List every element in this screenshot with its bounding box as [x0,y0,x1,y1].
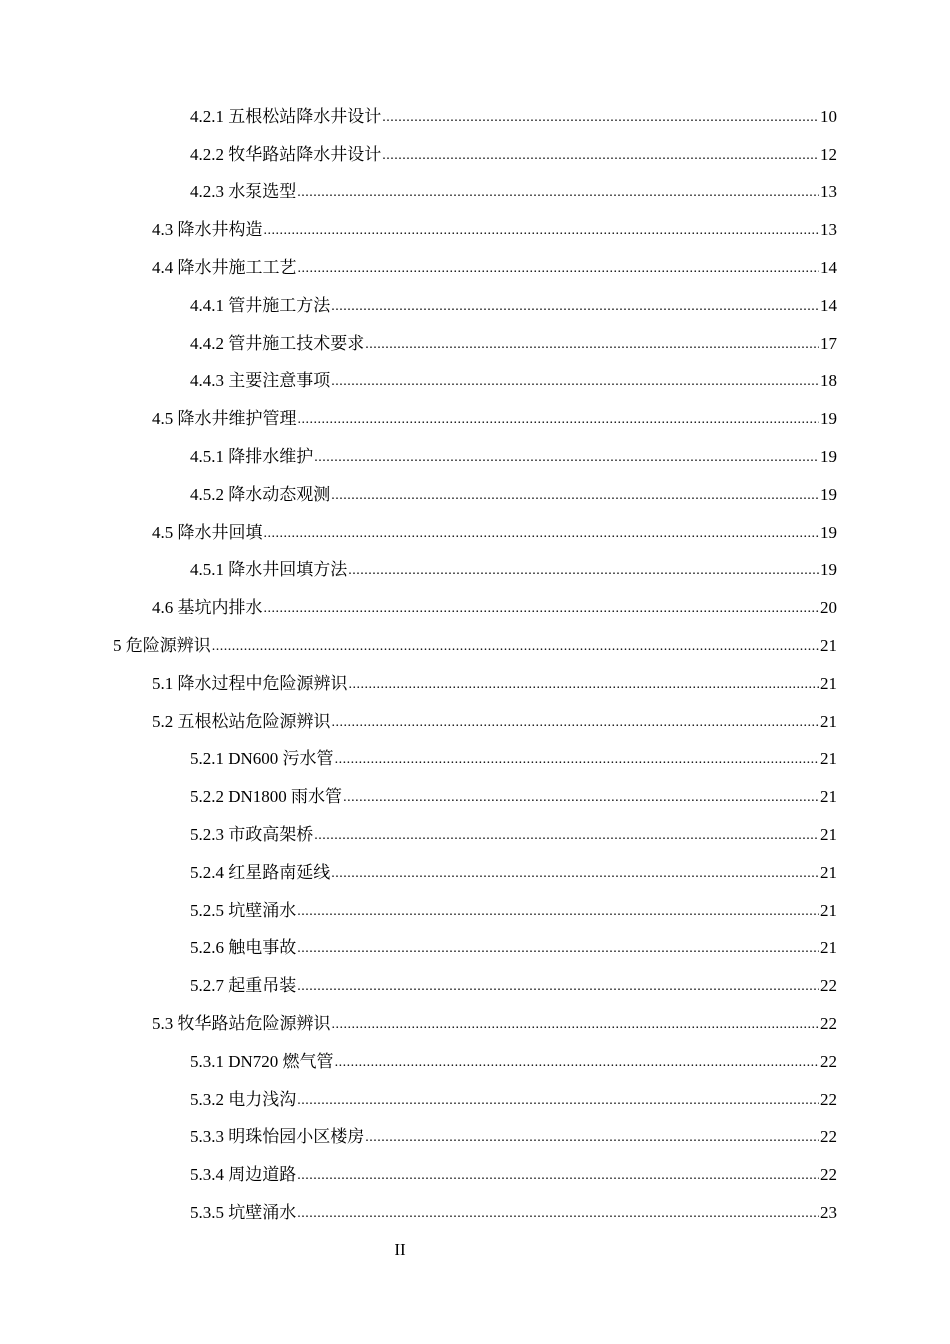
toc-entry-title: 5.2.2 DN1800 雨水管 [190,787,343,807]
toc-entry[interactable] [0,665,950,703]
toc-entry-page-number: 22 [820,1014,837,1034]
toc-entry[interactable] [0,1043,950,1081]
toc-entry-page-number: 22 [820,1127,837,1147]
toc-entry-page-number: 21 [820,787,837,807]
toc-entry-title: 4.3 降水井构造 [152,220,263,240]
table-of-contents [0,98,950,1232]
toc-entry[interactable] [0,400,950,438]
toc-entry-page-number: 22 [820,1089,837,1109]
toc-entry-title: 5.2 五根松站危险源辨识 [152,711,331,731]
toc-dot-leader [314,448,819,476]
toc-entry-page-number: 13 [820,220,837,240]
toc-entry-page-number: 22 [820,976,837,996]
toc-entry[interactable] [0,249,950,287]
toc-entry-title: 4.6 基坑内排水 [152,598,263,618]
toc-entry-title: 4.4.3 主要注意事项 [190,371,331,391]
toc-entry[interactable] [0,930,950,968]
toc-entry-title: 4.5 降水井回填 [152,522,263,542]
toc-entry-page-number: 14 [820,295,837,315]
toc-dot-leader [298,410,820,438]
toc-entry[interactable] [0,703,950,741]
toc-entry[interactable] [0,174,950,212]
toc-entry-title: 4.5.2 降水动态观测 [190,484,331,504]
toc-entry[interactable] [0,552,950,590]
toc-entry-page-number: 12 [820,144,837,164]
toc-dot-leader [331,372,819,400]
toc-dot-leader [382,108,819,136]
toc-entry-page-number: 21 [820,825,837,845]
toc-dot-leader [365,1128,819,1156]
toc-dot-leader [331,486,819,514]
toc-entry[interactable] [0,1005,950,1043]
toc-entry[interactable] [0,1081,950,1119]
toc-entry[interactable] [0,778,950,816]
toc-dot-leader [297,902,819,930]
toc-entry[interactable] [0,514,950,552]
toc-entry-title: 5 危险源辨识 [113,636,211,656]
toc-dot-leader [297,1091,819,1119]
toc-dot-leader [297,1166,819,1194]
toc-dot-leader [264,221,820,249]
toc-dot-leader [348,561,819,589]
toc-entry-title: 5.2.7 起重吊装 [190,976,297,996]
toc-entry[interactable] [0,363,950,401]
toc-entry-title: 4.4 降水井施工工艺 [152,258,297,278]
toc-entry-title: 5.2.4 红星路南延线 [190,862,331,882]
toc-entry-title: 4.2.2 牧华路站降水井设计 [190,144,382,164]
toc-entry-page-number: 19 [820,447,837,467]
toc-dot-leader [331,864,819,892]
toc-dot-leader [382,146,819,174]
toc-entry-title: 5.2.3 市政高架桥 [190,825,314,845]
toc-entry-page-number: 19 [820,409,837,429]
toc-entry[interactable] [0,1119,950,1157]
toc-dot-leader [298,259,820,287]
toc-entry-page-number: 22 [820,1165,837,1185]
toc-entry-page-number: 20 [820,598,837,618]
toc-entry-title: 4.5.1 降排水维护 [190,447,314,467]
toc-entry[interactable] [0,854,950,892]
toc-dot-leader [332,713,820,741]
toc-dot-leader [297,977,819,1005]
toc-entry-page-number: 19 [820,560,837,580]
toc-entry-title: 4.4.2 管井施工技术要求 [190,333,365,353]
toc-dot-leader [331,297,819,325]
toc-entry-page-number: 10 [820,106,837,126]
toc-dot-leader [332,1015,820,1043]
toc-entry-title: 5.3 牧华路站危险源辨识 [152,1014,331,1034]
toc-dot-leader [343,788,819,816]
toc-entry[interactable] [0,325,950,363]
toc-entry-title: 5.2.1 DN600 污水管 [190,749,334,769]
toc-entry-page-number: 21 [820,749,837,769]
toc-entry-title: 4.2.1 五根松站降水井设计 [190,106,382,126]
toc-entry[interactable] [0,438,950,476]
toc-entry-title: 4.4.1 管井施工方法 [190,295,331,315]
toc-entry-page-number: 21 [820,900,837,920]
toc-entry[interactable] [0,1194,950,1232]
toc-entry[interactable] [0,816,950,854]
toc-dot-leader [349,675,820,703]
toc-entry-page-number: 19 [820,484,837,504]
toc-dot-leader [264,599,820,627]
toc-entry[interactable] [0,967,950,1005]
toc-entry-title: 4.5 降水井维护管理 [152,409,297,429]
toc-entry-title: 4.2.3 水泵选型 [190,182,297,202]
toc-dot-leader [335,1053,819,1081]
toc-entry-page-number: 21 [820,862,837,882]
toc-dot-leader [212,637,819,665]
toc-entry[interactable] [0,627,950,665]
toc-entry-title: 5.2.5 坑壁涌水 [190,900,297,920]
toc-entry-title: 5.3.3 明珠怡园小区楼房 [190,1127,365,1147]
page-number: II [394,1240,406,1259]
toc-entry[interactable] [0,136,950,174]
toc-entry[interactable] [0,892,950,930]
toc-entry-title: 5.1 降水过程中危险源辨识 [152,673,348,693]
toc-dot-leader [365,335,819,363]
toc-entry[interactable] [0,1156,950,1194]
toc-entry-page-number: 21 [820,938,837,958]
toc-entry[interactable] [0,98,950,136]
toc-entry-title: 5.3.2 电力浅沟 [190,1089,297,1109]
toc-dot-leader [335,750,819,778]
toc-dot-leader [297,939,819,967]
toc-entry-title: 5.3.5 坑壁涌水 [190,1203,297,1222]
toc-entry-page-number: 21 [820,673,837,693]
toc-entry-title: 5.2.6 触电事故 [190,938,297,958]
toc-entry-page-number: 19 [820,522,837,542]
toc-entry-page-number: 21 [820,711,837,731]
toc-dot-leader [264,524,820,552]
toc-entry[interactable] [0,589,950,627]
toc-entry-page-number: 21 [820,636,837,656]
toc-entry-page-number: 18 [820,371,837,391]
toc-entry-page-number: 14 [820,258,837,278]
toc-dot-leader [297,1204,819,1232]
toc-dot-leader [297,183,819,211]
toc-entry-page-number: 17 [820,333,837,353]
toc-entry-title: 5.3.4 周边道路 [190,1165,297,1185]
toc-entry-title: 5.3.1 DN720 燃气管 [190,1051,334,1071]
toc-dot-leader [314,826,819,854]
toc-entry-title: 4.5.1 降水井回填方法 [190,560,348,580]
toc-entry-page-number: 22 [820,1051,837,1071]
toc-entry[interactable] [0,741,950,779]
toc-entry-page-number: 13 [820,182,837,202]
toc-entry[interactable] [0,211,950,249]
toc-entry[interactable] [0,287,950,325]
toc-entry[interactable] [0,476,950,514]
toc-entry-page-number: 23 [820,1203,837,1222]
